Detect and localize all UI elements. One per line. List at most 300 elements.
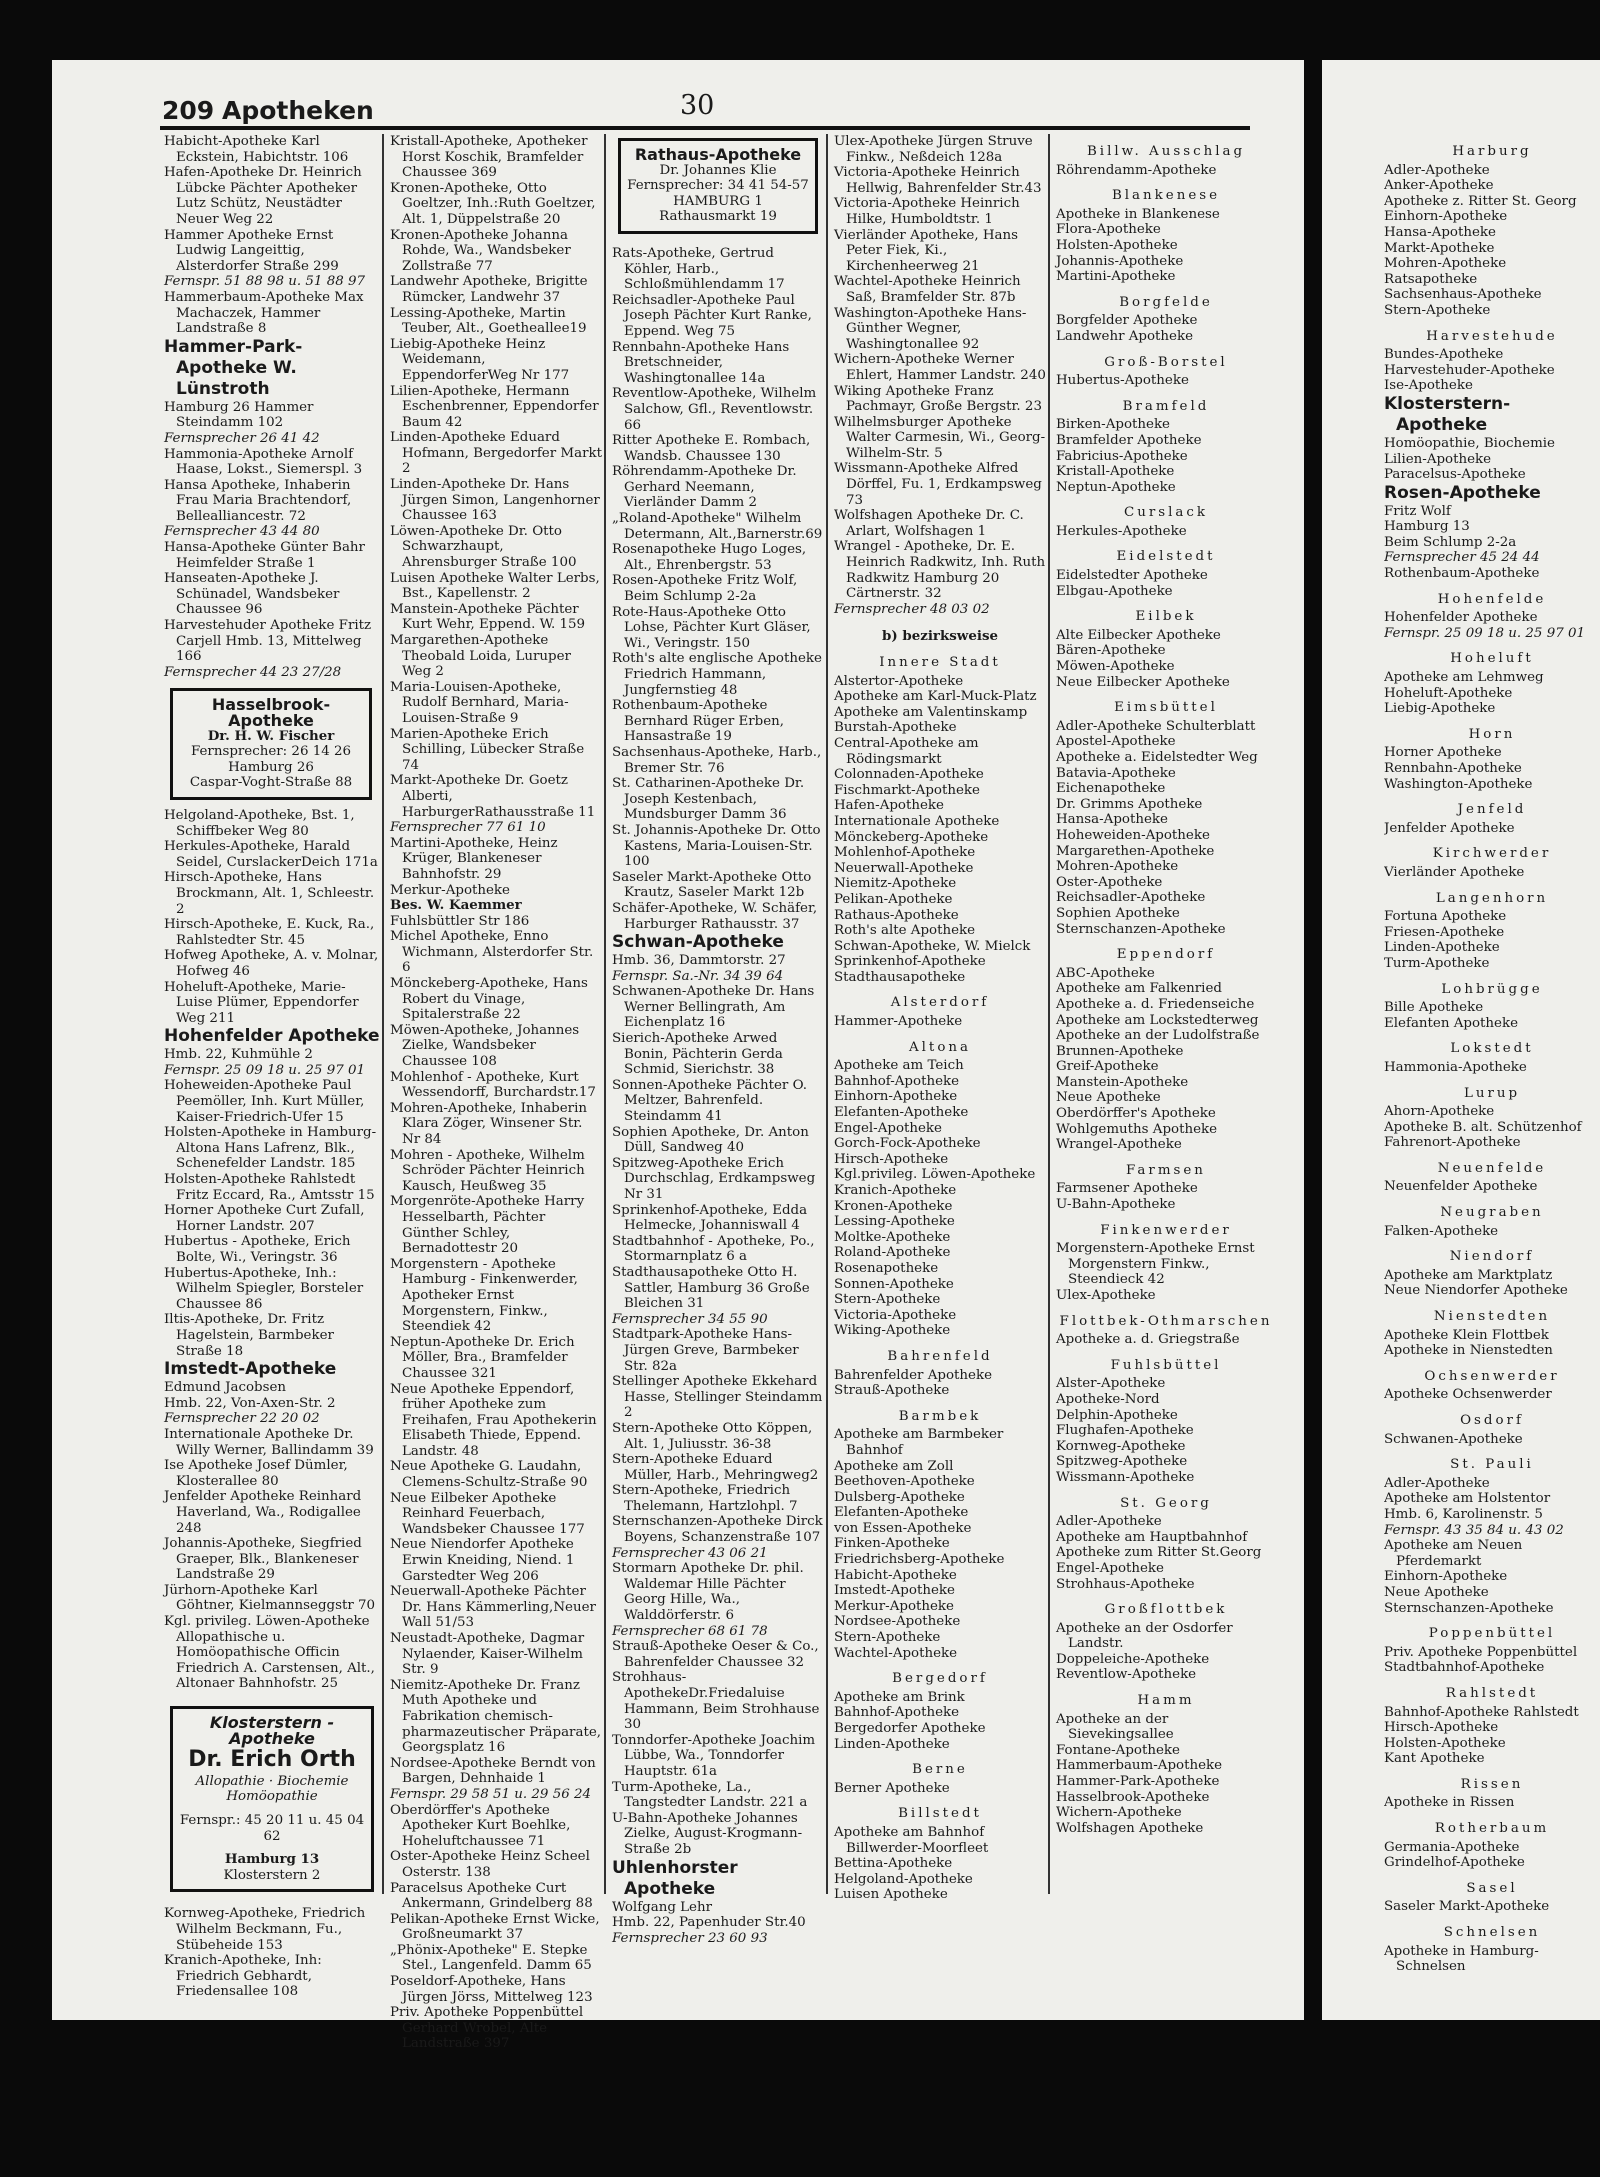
list-entry: Victoria-Apotheke Heinrich Hellwig, Bahrenfelder Str.43	[834, 165, 1042, 196]
list-entry: Apotheke a. Eidelstedter Weg	[1056, 750, 1258, 765]
list-entry: Apotheke am Valentinskamp	[834, 704, 1028, 720]
list-entry: Fernsprecher 23 60 93	[612, 1930, 768, 1946]
list-entry: Holsten-Apotheke Rahlstedt Fritz Eccard, Ra., Amtsstr 15	[164, 1172, 375, 1203]
list-entry: Johannis-Apotheke, Siegfried Graeper, Blk., Blankeneser Landstraße 29	[164, 1536, 362, 1583]
district-heading: Harvestehude	[1426, 328, 1558, 344]
district-heading: Harburg	[1452, 144, 1532, 159]
list-entry: Hoheweiden-Apotheke Paul Peemöller, Inh. Kurt Müller, Kaiser-Friedrich-Ufer 15	[164, 1078, 365, 1125]
list-entry: Adler-Apotheke Schulterblatt	[1056, 718, 1256, 734]
list-entry: Mohren-Apotheke	[1384, 256, 1507, 272]
list-entry: Luisen Apotheke Walter Lerbs, Bst., Kapellenstr. 2	[390, 570, 600, 602]
list-entry: Fortuna Apotheke	[1384, 909, 1507, 925]
list-entry: Stern-Apotheke Otto Köppen, Alt. 1, Juliusstr. 36-38	[612, 1420, 813, 1452]
list-entry: Hafen-Apotheke	[834, 798, 944, 814]
list-entry: Rothenbaum-Apotheke	[1384, 566, 1540, 582]
list-entry: Einhorn-Apotheke	[1384, 209, 1508, 225]
list-entry: Hammonia-Apotheke Arnolf Haase, Lokst., Siemerspl. 3	[164, 446, 363, 478]
list-entry: Bramfelder Apotheke	[1056, 432, 1202, 448]
list-entry: Falken-Apotheke	[1384, 1223, 1499, 1239]
list-entry: Ritter Apotheke E. Rombach, Wandsb. Chaussee 130	[612, 433, 811, 464]
list-entry: Brunnen-Apotheke	[1056, 1043, 1184, 1059]
ad-box	[170, 1706, 374, 1892]
ad-title: Hasselbrook-Apotheke	[211, 695, 331, 730]
list-entry: Bahnhof-Apotheke Rahlstedt	[1384, 1704, 1579, 1720]
list-entry: Hofweg Apotheke, A. v. Molnar, Hofweg 46	[164, 948, 379, 979]
page-number: 209	[162, 96, 215, 125]
list-entry: Rennbahn-Apotheke	[1384, 761, 1522, 776]
list-entry: Nordsee-Apotheke	[834, 1614, 961, 1630]
list-entry: Herkules-Apotheke	[1056, 523, 1187, 539]
list-entry: Fernsprecher 44 23 27/28	[164, 664, 342, 680]
list-entry: Neue Niendorfer Apotheke	[1384, 1283, 1568, 1299]
district-heading: Lohbrügge	[1441, 981, 1543, 997]
list-entry: Röhrendamm-Apotheke	[1056, 162, 1217, 178]
ad-line: Hamburg 13	[224, 1851, 320, 1868]
list-entry: Greif-Apotheke	[1056, 1059, 1159, 1075]
list-entry: Jürhorn-Apotheke Karl Göhtner, Kielmannseggstr 70	[164, 1582, 376, 1614]
list-entry: Ise-Apotheke	[1384, 378, 1473, 394]
list-entry: Linden-Apotheke Dr. Hans Jürgen Simon, Langenhorner Chaussee 163	[390, 477, 600, 524]
list-entry: Strohhaus-Apotheke	[1056, 1576, 1195, 1592]
list-entry: Linden-Apotheke	[834, 1736, 950, 1752]
list-entry: Bundes-Apotheke	[1384, 347, 1504, 363]
list-entry: Rosen-Apotheke Fritz Wolf, Beim Schlump 2-2a	[612, 573, 798, 605]
list-entry: Engel-Apotheke	[1056, 1560, 1164, 1576]
list-entry: Germania-Apotheke	[1384, 1839, 1520, 1855]
list-entry: Oster-Apotheke	[1056, 874, 1163, 890]
list-entry: Neuerwall-Apotheke	[834, 860, 974, 876]
list-entry: Elbgau-Apotheke	[1056, 583, 1173, 599]
district-heading: Farmsen	[1126, 1162, 1206, 1178]
list-entry: Wachtel-Apotheke Heinrich Saß, Bramfelder Str. 87b	[834, 274, 1021, 305]
list-entry: Wrangel-Apotheke	[1056, 1137, 1182, 1153]
list-entry: Fernspr. Sa.-Nr. 34 39 64	[612, 968, 784, 984]
district-heading: Eilbek	[1135, 609, 1197, 625]
list-entry: Flora-Apotheke	[1056, 222, 1161, 238]
list-entry: Sprinkenhof-Apotheke	[834, 954, 986, 970]
list-entry: U-Bahn-Apotheke	[1056, 1197, 1176, 1213]
list-entry: Farmsener Apotheke	[1056, 1181, 1198, 1197]
list-entry: Kant Apotheke	[1384, 1751, 1485, 1767]
list-entry: von Essen-Apotheke	[834, 1520, 972, 1536]
list-entry: Stormarn Apotheke Dr. phil. Waldemar Hille Pächter Georg Hille, Wa., Walddörferstr. 6	[612, 1561, 804, 1624]
list-entry: Roth's alte englische Apotheke Friedrich Hammann, Jungfernstieg 48	[612, 651, 822, 698]
list-entry: Fernsprecher 43 06 21	[612, 1545, 768, 1561]
list-entry: Moltke-Apotheke	[834, 1229, 951, 1245]
district-heading: Eidelstedt	[1116, 549, 1216, 565]
list-entry: Alstertor-Apotheke	[834, 673, 964, 689]
list-entry: Fernsprecher 34 55 90	[612, 1311, 768, 1327]
list-entry: Roland-Apotheke	[834, 1245, 951, 1261]
list-entry: Fritz Wolf	[1384, 503, 1451, 519]
list-entry: Beethoven-Apotheke	[834, 1474, 975, 1490]
list-entry: Elefanten Apotheke	[1384, 1015, 1519, 1031]
list-entry: Victoria-Apotheke Heinrich Hilke, Humboldtstr. 1	[834, 196, 1020, 227]
list-entry: Elefanten-Apotheke	[834, 1505, 969, 1521]
list-entry: Manstein-Apotheke Pächter Kurt Wehr, Eppend. W. 159	[390, 601, 586, 633]
list-entry: Finken-Apotheke	[834, 1536, 950, 1552]
district-heading: Fuhlsbüttel	[1110, 1357, 1222, 1373]
list-entry: Neptun-Apotheke Dr. Erich Möller, Bra., Bramfelder Chaussee 321	[390, 1334, 575, 1381]
list-entry: Reichsadler-Apotheke Paul Joseph Pächter Kurt Ranke, Eppend. Weg 75	[612, 292, 812, 339]
list-entry: Habicht-Apotheke Karl Eckstein, Habichtstr. 106	[164, 134, 349, 165]
list-entry: Fernspr. 25 09 18 u. 25 97 01	[1384, 625, 1586, 641]
list-entry: Morgenstern - Apotheke Hamburg - Finkenwerder, Apotheker Ernst Morgenstern, Finkw., Steendiek 42	[390, 1256, 578, 1335]
list-entry: Nordsee-Apotheke Berndt von Bargen, Dehnhaide 1	[390, 1755, 596, 1787]
district-heading: Lokstedt	[1450, 1041, 1534, 1057]
list-entry: Internationale Apotheke	[834, 813, 1000, 829]
list-entry: Wolfgang Lehr	[612, 1899, 713, 1915]
list-entry: Adler-Apotheke	[1384, 1475, 1490, 1491]
district-heading: Osdorf	[1460, 1413, 1524, 1428]
list-entry: Hammer-Park-Apotheke W. Lünstroth	[164, 336, 303, 399]
list-entry: Neue Eilbeker Apotheke Reinhard Feuerbach, Wandsbeker Chaussee 177	[390, 1490, 585, 1537]
list-entry: Hirsch-Apotheke, Hans Brockmann, Alt. 1, Schleestr. 2	[164, 870, 375, 917]
district-heading: Jenfeld	[1457, 802, 1527, 818]
ad-line: Allopathie · Biochemie	[195, 1773, 349, 1789]
district-heading: Altona	[908, 1039, 971, 1055]
list-entry: Eidelstedter Apotheke	[1056, 568, 1208, 584]
list-entry: Hammer-Park-Apotheke	[1056, 1774, 1220, 1790]
list-entry: Mohren-Apotheke, Inhaberin Klara Zöger, Winsener Str. Nr 84	[390, 1100, 587, 1147]
list-entry: Neue Eilbecker Apotheke	[1056, 674, 1230, 690]
list-entry: Martini-Apotheke, Heinz Krüger, Blankeneser Bahnhofstr. 29	[390, 835, 558, 882]
list-entry: Löwen-Apotheke Dr. Otto Schwarzhaupt, Ahrensburger Straße 100	[390, 523, 577, 571]
column-5	[1056, 134, 1276, 1836]
list-entry: Lilien-Apotheke	[1384, 451, 1492, 467]
list-entry: Hansa-Apotheke	[1384, 224, 1496, 240]
list-entry: Hubertus-Apotheke	[1056, 373, 1189, 389]
list-entry: Apotheke z. Ritter St. Georg	[1384, 193, 1577, 209]
district-heading: Rissen	[1460, 1776, 1524, 1792]
list-entry: Bahrenfelder Apotheke	[834, 1367, 992, 1383]
list-entry: Rosen-Apotheke	[1384, 482, 1541, 503]
list-entry: Wolfshagen Apotheke Dr. C. Arlart, Wolfshagen 1	[834, 508, 1024, 539]
list-entry: Horner Apotheke	[1384, 745, 1502, 761]
list-entry: St. Johannis-Apotheke Dr. Otto Kastens, Maria-Louisen-Str. 100	[612, 822, 821, 870]
list-entry: Internationale Apotheke Dr. Willy Werner, Ballindamm 39	[164, 1426, 374, 1458]
list-entry: Kronen-Apotheke, Otto Goeltzer, Inh.:Ruth Goeltzer, Alt. 1, Düppelstraße 20	[390, 180, 596, 227]
ad-line: HAMBURG 1	[673, 193, 763, 209]
list-entry: Sonnen-Apotheke Pächter O. Meltzer, Bahrenfeld. Steindamm 41	[612, 1077, 808, 1125]
district-heading: Rotherbaum	[1434, 1821, 1550, 1837]
list-entry: Holsten-Apotheke	[1056, 237, 1178, 253]
list-entry: Margarethen-Apotheke	[1056, 843, 1215, 859]
list-entry: Turm-Apotheke, La., Tangstedter Landstr. 221 a	[612, 1779, 808, 1811]
list-entry: Stellinger Apotheke Ekkehard Hasse, Stellinger Steindamm 2	[612, 1374, 823, 1421]
list-entry: Bille Apotheke	[1384, 1000, 1484, 1016]
ad-line: Fernsprecher: 26 14 26	[190, 744, 352, 760]
list-entry: Einhorn-Apotheke	[834, 1089, 958, 1105]
list-entry: Pelikan-Apotheke	[834, 891, 953, 907]
column-3	[612, 134, 824, 1946]
list-entry: „Phönix-Apotheke" E. Stepke Stel., Langenfeld. Damm 65	[390, 1942, 592, 1974]
list-entry: Harvestehuder Apotheke Fritz Carjell Hmb. 13, Mittelweg 166	[164, 618, 372, 665]
list-entry: Apotheke am Karl-Muck-Platz	[834, 689, 1037, 705]
list-entry: Stadtpark-Apotheke Hans-Jürgen Greve, Barmbeker Str. 82a	[612, 1327, 799, 1374]
list-entry: Borgfelder Apotheke	[1056, 313, 1198, 329]
list-entry: Sierich-Apotheke Arwed Bonin, Pächterin Gerda Schmid, Sierichstr. 38	[612, 1031, 783, 1078]
list-entry: Bes. W. Kaemmer	[390, 897, 522, 914]
list-entry: Möwen-Apotheke, Johannes Zielke, Wandsbeker Chaussee 108	[390, 1022, 580, 1070]
list-entry: Herkules-Apotheke, Harald Seidel, CurslackerDeich 171a	[164, 839, 378, 870]
list-entry: Spitzweg-Apotheke Erich Durchschlag, Erdkampsweg Nr 31	[612, 1155, 816, 1202]
list-entry: Habicht-Apotheke	[834, 1567, 957, 1583]
list-entry: Apotheke am Teich	[834, 1058, 964, 1074]
district-heading: Berne	[912, 1762, 968, 1778]
list-entry: Hoheluft-Apotheke	[1384, 685, 1513, 701]
list-entry: Burstah-Apotheke	[834, 720, 957, 736]
list-entry: Helgoland-Apotheke	[834, 1871, 973, 1887]
district-heading: Innere Stadt	[879, 655, 1001, 670]
list-entry: Lessing-Apotheke, Martin Teuber, Alt., Goetheallee19	[390, 305, 587, 337]
list-entry: Homöopathie, Biochemie	[1384, 435, 1555, 451]
list-entry: Neuerwall-Apotheke Pächter Dr. Hans Kämmerling,Neuer Wall 51/53	[390, 1584, 596, 1631]
list-entry: Rosenapotheke Hugo Loges, Alt., Ehrenbergstr. 53	[612, 542, 807, 573]
list-entry: Apotheke in Hamburg-Schnelsen	[1384, 1943, 1539, 1975]
list-entry: Apotheke am Marktplatz	[1384, 1267, 1553, 1283]
list-entry: Röhrendamm-Apotheke Dr. Gerhard Neemann, Vierländer Damm 2	[612, 464, 797, 511]
list-entry: Apotheke an der Osdorfer Landstr.	[1056, 1620, 1233, 1652]
list-entry: Apotheke am Bahnhof Billwerder-Moorfleet	[834, 1824, 989, 1856]
list-entry: Wichern-Apotheke	[1056, 1805, 1182, 1821]
list-entry: Stadthausapotheke Otto H. Sattler, Hamburg 36 Große Bleichen 31	[612, 1264, 810, 1312]
list-entry: Friedrichsberg-Apotheke	[834, 1552, 1005, 1568]
district-heading: Neugraben	[1440, 1205, 1544, 1221]
list-entry: Linden-Apotheke Eduard Hofmann, Bergedorfer Markt 2	[390, 430, 602, 477]
list-entry: Landwehr Apotheke	[1056, 328, 1194, 344]
list-entry: Bahnhof-Apotheke	[834, 1073, 960, 1089]
district-heading: Langenhorn	[1435, 890, 1549, 906]
list-entry: Kronen-Apotheke Johanna Rohde, Wa., Wandsbeker Zollstraße 77	[390, 227, 571, 274]
list-entry: Johannis-Apotheke	[1056, 253, 1184, 269]
list-entry: Neuenfelder Apotheke	[1384, 1179, 1538, 1195]
list-entry: Rathaus-Apotheke	[834, 907, 959, 923]
district-heading: Billw. Ausschlag	[1086, 144, 1246, 159]
list-entry: Spitzweg-Apotheke	[1056, 1454, 1188, 1470]
ad-line: Dr. Erich Orth	[188, 1747, 356, 1773]
column-2	[390, 134, 602, 2052]
list-entry: Dr. Grimms Apotheke	[1056, 796, 1203, 812]
district-heading: Lurup	[1463, 1085, 1521, 1101]
list-entry: Hohenfelder Apotheke	[164, 1026, 380, 1047]
list-entry: Ulex-Apotheke Jürgen Struve Finkw., Neßdeich 128a	[834, 134, 1033, 165]
list-entry: Stadtbahnhof-Apotheke	[1384, 1660, 1545, 1676]
list-entry: Mohren - Apotheke, Wilhelm Schröder Pächter Heinrich Kausch, Heußweg 35	[390, 1147, 585, 1194]
list-entry: Fischmarkt-Apotheke	[834, 782, 980, 798]
list-entry: Luisen Apotheke	[834, 1887, 948, 1903]
list-entry: Mohlenhof-Apotheke	[834, 845, 976, 861]
list-entry: Hohenfelder Apotheke	[1384, 610, 1538, 626]
list-entry: Fernsprecher 45 24 44	[1384, 550, 1540, 566]
list-entry: Bergedorfer Apotheke	[834, 1721, 986, 1736]
ad-box	[618, 138, 818, 234]
list-entry: Kornweg-Apotheke, Friedrich Wilhelm Beckmann, Fu., Stübeheide 153	[164, 1906, 366, 1953]
column-6	[1384, 134, 1600, 1975]
list-entry: Einhorn-Apotheke	[1384, 1569, 1508, 1585]
list-entry: Fernsprecher 43 44 80	[164, 524, 320, 540]
list-entry: Fabricius-Apotheke	[1056, 448, 1188, 464]
list-entry: Hoheluft-Apotheke, Marie-Luise Plümer, Eppendorfer Weg 211	[164, 979, 359, 1026]
list-entry: Markt-Apotheke Dr. Goetz Alberti, HarburgerRathausstraße 11	[390, 773, 596, 820]
ad-box	[170, 688, 372, 800]
list-entry: Hmb. 22, Papenhuder Str.40	[612, 1915, 806, 1931]
column-4	[834, 134, 1046, 1903]
list-entry: Iltis-Apotheke, Dr. Fritz Hagelstein, Barmbeker Straße 18	[164, 1312, 334, 1359]
district-heading: Eppendorf	[1116, 947, 1216, 963]
list-entry: Apotheke am Holstentor	[1384, 1491, 1551, 1507]
list-entry: Fernsprecher 48 03 02	[834, 601, 990, 617]
list-entry: Apotheke B. alt. Schützenhof	[1384, 1119, 1582, 1135]
list-entry: Washington-Apotheke	[1384, 776, 1533, 792]
list-entry: Edmund Jacobsen	[164, 1380, 287, 1396]
list-entry: Apotheke in Rissen	[1384, 1795, 1515, 1811]
list-entry: Apotheke-Nord	[1056, 1391, 1160, 1407]
district-heading: Kirchwerder	[1432, 846, 1552, 862]
list-entry: Flughafen-Apotheke	[1056, 1423, 1194, 1439]
list-entry: Ulex-Apotheke	[1056, 1288, 1156, 1303]
list-entry: Kranich-Apotheke, Inh: Friedrich Gebhardt, Friedensallee 108	[164, 1953, 322, 2000]
list-entry: Apotheke am Neuen Pferdemarkt	[1384, 1538, 1523, 1569]
list-entry: Jenfelder Apotheke Reinhard Haverland, Wa., Rodigallee 248	[164, 1489, 362, 1536]
list-entry: Reventlow-Apotheke, Wilhelm Salchow, Gfl., Reventlowstr. 66	[612, 386, 817, 433]
list-entry: Niemitz-Apotheke	[834, 876, 957, 892]
district-heading: Hoheluft	[1450, 651, 1534, 667]
list-entry: Elefanten-Apotheke	[834, 1105, 969, 1121]
page-title: Apotheken	[222, 96, 374, 125]
list-entry: Dulsberg-Apotheke	[834, 1489, 965, 1505]
list-entry: Pelikan-Apotheke Ernst Wicke, Großneumarkt 37	[390, 1911, 600, 1943]
district-heading: Rahlstedt	[1445, 1685, 1539, 1701]
list-entry: Fernsprecher 26 41 42	[164, 430, 320, 446]
list-entry: Central-Apotheke am Rödingsmarkt	[834, 735, 979, 767]
district-heading: St. Georg	[1120, 1495, 1212, 1511]
list-entry: Victoria-Apotheke	[834, 1307, 957, 1323]
list-entry: Kristall-Apotheke, Apotheker Horst Koschik, Bramfelder Chaussee 369	[390, 134, 588, 181]
ad-line: Fernspr.: 45 20 11 u. 45 04 62	[179, 1813, 365, 1844]
list-entry: Oster-Apotheke Heinz Scheel Osterstr. 138	[390, 1849, 590, 1880]
ad-line: Homöopathie	[226, 1789, 318, 1805]
list-entry: Hammerbaum-Apotheke Max Machaczek, Hammer Landstraße 8	[164, 289, 364, 337]
district-heading: Ochsenwerder	[1424, 1368, 1560, 1384]
center-page-number: 30	[680, 90, 715, 121]
list-entry: Sachsenhaus-Apotheke	[1384, 287, 1542, 303]
list-entry: Sophien Apotheke	[1056, 905, 1180, 921]
list-entry: Neptun-Apotheke	[1056, 479, 1176, 495]
list-entry: Ise Apotheke Josef Dümler, Klosterallee 80	[164, 1458, 348, 1489]
list-entry: Kgl.privileg. Löwen-Apotheke	[834, 1167, 1036, 1183]
list-entry: Sprinkenhof-Apotheke, Edda Helmecke, Johanniswall 4	[612, 1202, 808, 1234]
list-entry: Gorch-Fock-Apotheke	[834, 1136, 981, 1152]
list-entry: Apotheke am Lehmweg	[1384, 670, 1544, 686]
list-entry: Delphin-Apotheke	[1056, 1407, 1178, 1423]
list-entry: Kristall-Apotheke	[1056, 464, 1175, 480]
list-entry: Schwan-Apotheke, W. Mielck	[834, 938, 1031, 954]
list-entry: Stern-Apotheke	[834, 1630, 941, 1646]
list-entry: Rothenbaum-Apotheke Bernhard Rüger Erben, Hansastraße 19	[612, 698, 785, 745]
list-entry: ABC-Apotheke	[1056, 965, 1155, 981]
list-entry: Liebig-Apotheke	[1384, 701, 1496, 717]
list-entry: Berner Apotheke	[834, 1780, 950, 1796]
list-entry: Lessing-Apotheke	[834, 1214, 955, 1230]
list-entry: Kranich-Apotheke	[834, 1183, 957, 1198]
district-heading: Borgfelde	[1119, 294, 1213, 310]
list-entry: Harvestehuder-Apotheke	[1384, 362, 1555, 378]
list-entry: Hmb. 22, Von-Axen-Str. 2	[164, 1395, 336, 1411]
list-entry: Hammer Apotheke Ernst Ludwig Langeittig, Alsterdorfer Straße 299	[164, 227, 339, 274]
list-entry: Wolfshagen Apotheke	[1056, 1820, 1204, 1836]
list-entry: Hammer-Apotheke	[834, 1014, 963, 1030]
ad-line: Hamburg 26	[228, 759, 314, 775]
list-entry: Landwehr Apotheke, Brigitte Rümcker, Landwehr 37	[390, 274, 588, 305]
district-heading: Großflottbek	[1104, 1602, 1228, 1618]
list-entry: Wachtel-Apotheke	[834, 1645, 958, 1661]
district-heading: Nienstedten	[1433, 1309, 1551, 1325]
list-entry: Oberdörffer's Apotheke	[1056, 1106, 1216, 1122]
list-entry: Apotheke in Nienstedten	[1384, 1343, 1553, 1359]
list-entry: Alster-Apotheke	[1056, 1376, 1166, 1392]
list-entry: Roth's alte Apotheke	[834, 923, 976, 939]
list-entry: Engel-Apotheke	[834, 1120, 942, 1136]
column-1	[164, 134, 380, 2000]
list-entry: Ahorn-Apotheke	[1384, 1104, 1495, 1120]
list-entry: Apotheke Klein Flottbek	[1384, 1327, 1549, 1343]
list-entry: Sternschanzen-Apotheke	[1056, 921, 1226, 937]
list-entry: Friesen-Apotheke	[1384, 924, 1505, 940]
list-entry: Sonnen-Apotheke	[834, 1276, 954, 1292]
list-entry: Fahrenort-Apotheke	[1384, 1135, 1521, 1151]
district-heading: Niendorf	[1449, 1249, 1535, 1265]
list-entry: Alte Eilbecker Apotheke	[1056, 627, 1221, 643]
list-entry: Merkur-Apotheke	[834, 1598, 954, 1614]
district-heading: Bergedorf	[892, 1671, 988, 1687]
list-entry: Neue Apotheke G. Laudahn, Clemens-Schultz-Straße 90	[390, 1459, 588, 1491]
header-rule	[160, 126, 1250, 130]
list-entry: Hansa-Apotheke	[1056, 812, 1168, 828]
district-heading: Flottbek-Othmarschen	[1059, 1313, 1273, 1329]
list-entry: Neue Niendorfer Apotheke Erwin Kneiding, Niend. 1 Garstedter Weg 206	[390, 1537, 575, 1584]
list-entry: Bahnhof-Apotheke	[834, 1705, 960, 1721]
district-heading: Schnelsen	[1443, 1925, 1541, 1941]
list-entry: Strauß-Apotheke Oeser & Co., Bahrenfelder Chaussee 32	[612, 1639, 819, 1670]
district-heading: Curslack	[1123, 505, 1209, 521]
list-entry: Apotheke am Zoll	[834, 1458, 954, 1474]
list-entry: Hammerbaum-Apotheke	[1056, 1758, 1223, 1774]
list-entry: Michel Apotheke, Enno Wichmann, Alsterdorfer Str. 6	[390, 929, 594, 976]
list-entry: Mohren-Apotheke	[1056, 859, 1179, 875]
list-entry: Hirsch-Apotheke, E. Kuck, Ra., Rahlstedter Str. 45	[164, 917, 375, 948]
district-heading: Hohenfelde	[1437, 591, 1547, 607]
list-entry: Colonnaden-Apotheke	[834, 767, 984, 783]
list-entry: Rennbahn-Apotheke Hans Bretschneider, Washingtonallee 14a	[612, 339, 790, 386]
district-heading: Poppenbüttel	[1428, 1626, 1556, 1642]
list-entry: Schwanen-Apotheke Dr. Hans Werner Bellingrath, Am Eichenplatz 16	[612, 984, 815, 1031]
list-entry: Schäfer-Apotheke, W. Schäfer, Harburger Rathausstr. 37	[612, 900, 818, 932]
list-entry: Fernsprecher 22 20 02	[164, 1411, 320, 1427]
list-entry: Beim Schlump 2-2a	[1384, 534, 1517, 550]
list-entry: Hansa Apotheke, Inhaberin Frau Maria Brachtendorf, Bellealliancestr. 72	[164, 477, 352, 524]
list-entry: Apotheke am Falkenried	[1056, 981, 1222, 997]
list-entry: Jenfelder Apotheke	[1384, 820, 1515, 836]
list-entry: Apotheke a. d. Griegstraße	[1056, 1332, 1240, 1348]
district-heading: Eimsbüttel	[1114, 700, 1218, 716]
list-entry: Eichenapotheke	[1056, 781, 1166, 797]
list-entry: Wissmann-Apotheke Alfred Dörffel, Fu. 1, Erdkampsweg 73	[834, 461, 1042, 508]
list-entry: Wilhelmsburger Apotheke Walter Carmesin, Wi., Georg-Wilhelm-Str. 5	[834, 414, 1046, 461]
list-entry: Hansa-Apotheke Günter Bahr Heimfelder Straße 1	[164, 540, 365, 571]
list-entry: Ratsapotheke	[1384, 271, 1478, 287]
ad-line: Caspar-Voght-Straße 88	[189, 775, 353, 791]
